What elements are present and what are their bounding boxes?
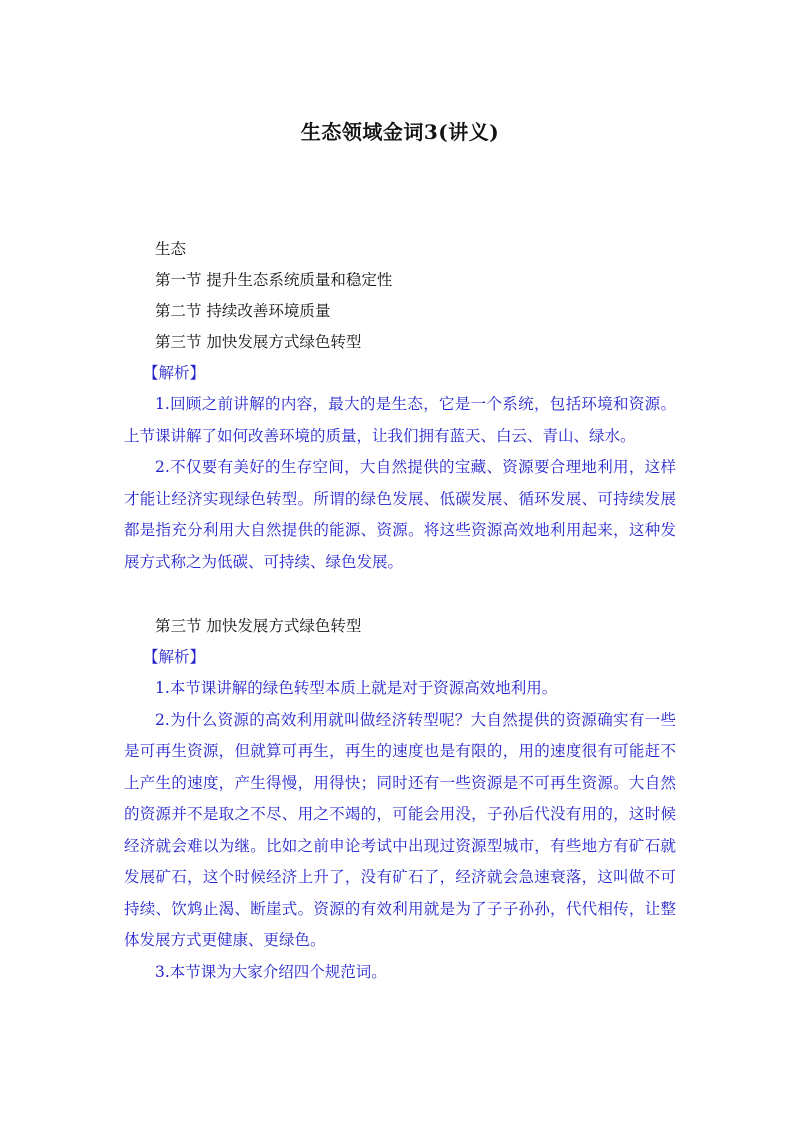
section-spacer: [124, 578, 676, 611]
document-body: [124, 234, 676, 988]
document-title: 生态领域金词3(讲义): [300, 120, 500, 144]
section-item: 第三节 加快发展方式绿色转型: [155, 333, 362, 351]
analysis-paragraph: 2.为什么资源的高效利用就叫做经济转型呢？大自然提供的资源确实有一些是可再生资源，但就算可再生，再生的速度也是有限的，用的速度很有可能赶不上产生的速度，产生得慢，用得快；同时还有一些资源是不可再生资源。大自然的资源并不是取之不尽、用之不竭的，可能会用没，子孙后代没有用的，这时候经济就会难以为继。比如之前申论考试中出现过资源型城市，有些地方有矿石就发展矿石，这个时候经济上升了，没有矿石了，经济就会急速衰落，这叫做不可持续、饮鸩止渴、断崖式。资源的有效利用就是为了子子孙孙，代代相传，让整体发展方式更健康、更绿色。: [124, 710, 676, 949]
section-item: 第一节 提升生态系统质量和稳定性: [155, 271, 393, 289]
analysis-paragraph: 2.不仅要有美好的生存空间，大自然提供的宝藏、资源要合理地利用，这样才能让经济实现绿色转型。所谓的绿色发展、低碳发展、循环发展、可持续发展都是指充分利用大自然提供的能源、资源。将这些资源高效地利用起来，这种发展方式称之为低碳、可持续、绿色发展。: [124, 458, 676, 571]
analysis-paragraph: 1.回顾之前讲解的内容，最大的是生态，它是一个系统，包括环境和资源。上节课讲解了如何改善环境的质量，让我们拥有蓝天、白云、青山、绿水。: [124, 395, 676, 445]
analysis-paragraph: 3.本节课为大家介绍四个规范词。: [155, 962, 387, 981]
analysis-label: 【解析】: [143, 648, 206, 666]
analysis-label: 【解析】: [143, 364, 206, 382]
section-heading: 生态: [155, 240, 187, 258]
analysis-paragraph: 1.本节课讲解的绿色转型本质上就是对于资源高效地利用。: [155, 679, 558, 697]
section-heading: 第三节 加快发展方式绿色转型: [155, 617, 362, 635]
section-item: 第二节 持续改善环境质量: [155, 302, 331, 320]
